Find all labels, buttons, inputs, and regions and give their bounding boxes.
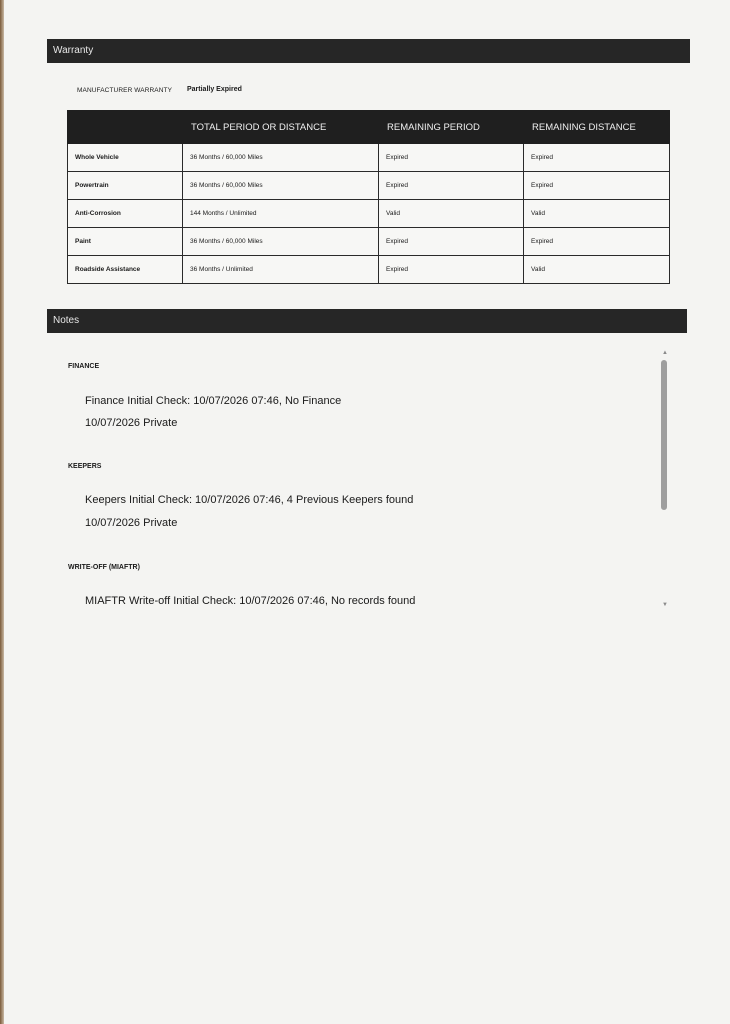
warranty-table: [67, 110, 670, 284]
warranty-section-title: Warranty: [53, 45, 94, 56]
row-remaining-distance: Expired: [524, 172, 670, 200]
row-total: 36 Months / 60,000 Miles: [183, 228, 379, 256]
note-line: 10/07/2026 Private: [85, 517, 178, 529]
row-remaining-period: Expired: [379, 144, 524, 172]
row-remaining-distance: Expired: [524, 228, 670, 256]
row-remaining-period: Expired: [379, 228, 524, 256]
note-line: MIAFTR Write-off Initial Check: 10/07/2026 07:46, No records found: [85, 595, 416, 607]
manufacturer-warranty-value: Partially Expired: [187, 86, 242, 93]
column-header-component: [68, 111, 183, 144]
row-component: Whole Vehicle: [68, 144, 183, 172]
row-total: 36 Months / 60,000 Miles: [183, 172, 379, 200]
manufacturer-warranty-label: MANUFACTURER WARRANTY: [77, 87, 173, 94]
row-remaining-period: Expired: [379, 172, 524, 200]
table-row: [68, 144, 670, 172]
notes-section-title: Notes: [53, 315, 80, 326]
row-remaining-period: Expired: [379, 256, 524, 284]
notes-label-finance: FINANCE: [68, 363, 100, 370]
row-remaining-distance: Expired: [524, 144, 670, 172]
chevron-down-icon[interactable]: ▼: [662, 602, 668, 608]
table-row: [68, 256, 670, 284]
chevron-up-icon[interactable]: ▲: [662, 350, 668, 356]
row-component: Powertrain: [68, 172, 183, 200]
row-component: Paint: [68, 228, 183, 256]
note-line: Finance Initial Check: 10/07/2026 07:46, No Finance: [85, 395, 342, 407]
row-remaining-period: Valid: [379, 200, 524, 228]
warranty-section-header: [47, 39, 690, 63]
table-row: [68, 228, 670, 256]
column-header-remaining-period: REMAINING PERIOD: [379, 111, 524, 144]
notes-label-write-off: WRITE-OFF (MIAFTR): [68, 564, 140, 571]
notes-label-keepers: KEEPERS: [68, 463, 102, 470]
row-component: Anti-Corrosion: [68, 200, 183, 228]
manufacturer-warranty-row: [77, 86, 242, 94]
column-header-remaining-distance: REMAINING DISTANCE: [524, 111, 670, 144]
row-remaining-distance: Valid: [524, 200, 670, 228]
warranty-table-header: [68, 111, 670, 144]
row-component: Roadside Assistance: [68, 256, 183, 284]
row-total: 144 Months / Unlimited: [183, 200, 379, 228]
note-line: Keepers Initial Check: 10/07/2026 07:46, 4 Previous Keepers found: [85, 494, 414, 506]
table-row: [68, 200, 670, 228]
notes-scrollbar-thumb[interactable]: [661, 360, 667, 510]
note-line: 10/07/2026 Private: [85, 417, 178, 429]
column-header-total: TOTAL PERIOD OR DISTANCE: [183, 111, 379, 144]
table-row: [68, 172, 670, 200]
page-edge: [0, 0, 4, 1024]
row-total: 36 Months / 60,000 Miles: [183, 144, 379, 172]
notes-section-header: [47, 309, 687, 333]
row-total: 36 Months / Unlimited: [183, 256, 379, 284]
row-remaining-distance: Valid: [524, 256, 670, 284]
